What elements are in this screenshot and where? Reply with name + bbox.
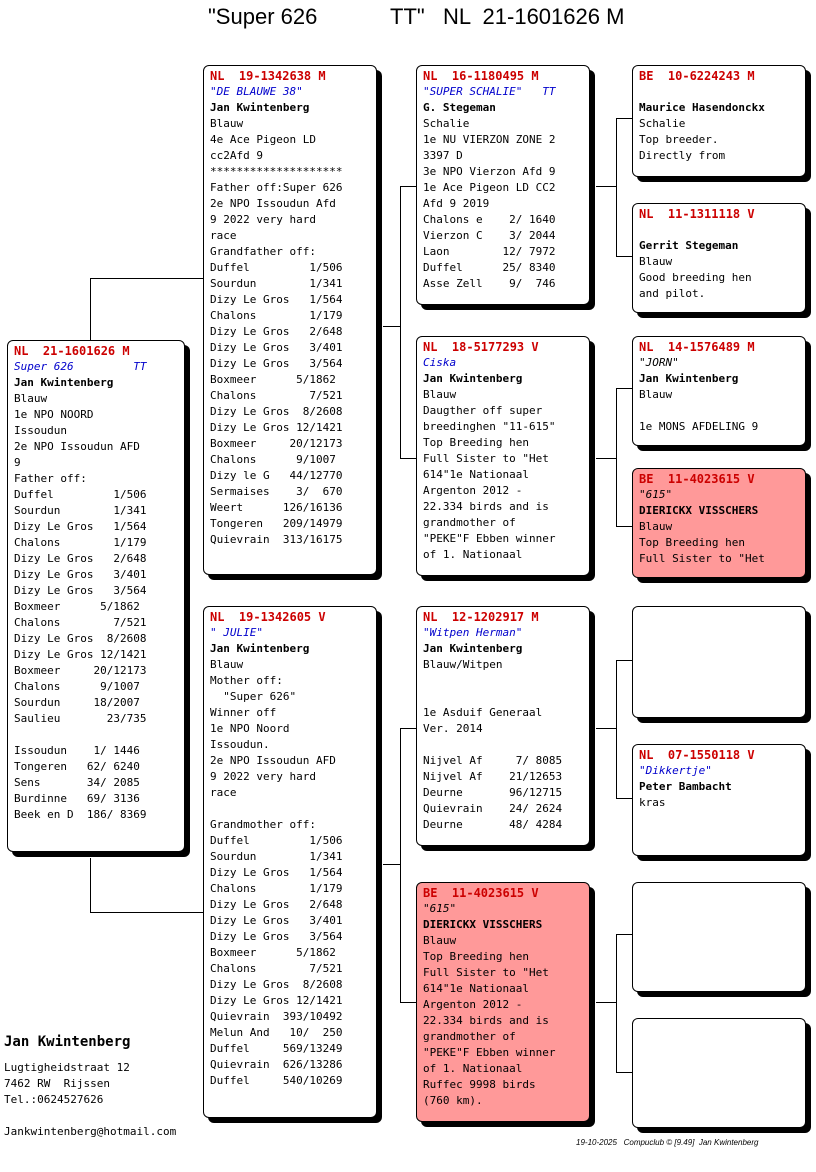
info-line: Issoudun. <box>210 738 270 751</box>
info-line: Burdinne 69/ 3136 <box>14 792 140 805</box>
info-line: Blauw <box>639 255 673 268</box>
info-line: Boxmeer 5/1862 <box>210 373 336 386</box>
info-line: Father off:Super 626 <box>210 181 343 194</box>
info-line: ******************** <box>210 165 343 178</box>
grandfather-maternal-card[interactable] <box>416 606 590 846</box>
ggp-ffm-card[interactable] <box>632 203 806 313</box>
info-line: 1e MONS AFDELING 9 <box>639 420 759 433</box>
info-line: Ruffec 9998 birds <box>423 1078 536 1091</box>
connector <box>596 186 616 187</box>
info-line: 22.334 birds and is <box>423 500 549 513</box>
info-line: Dizy Le Gros 2/648 <box>14 552 147 565</box>
owner-name: Maurice Hasendonckx <box>639 101 765 114</box>
info-line: Dizy Le Gros 12/1421 <box>14 648 147 661</box>
ggp-mff-card[interactable] <box>632 606 806 718</box>
info-line: "PEKE"F Ebben winner <box>423 1046 556 1059</box>
connector <box>616 118 632 119</box>
ring-number: NL 11-1311118 V <box>639 207 755 221</box>
ring-number: NL 16-1180495 M <box>423 69 539 83</box>
info-line: Sourdun 18/2007 <box>14 696 140 709</box>
pigeon-name: "DE BLAUWE 38" <box>210 85 303 98</box>
info-line: Nijvel Af 7/ 8085 <box>423 754 563 767</box>
info-line: Issoudun 1/ 1446 <box>14 744 140 757</box>
pigeon-name: "Dikkertje" <box>639 764 712 777</box>
info-line <box>423 673 583 689</box>
info-line: Boxmeer 20/12173 <box>210 437 343 450</box>
info-line: Grandmother off: <box>210 818 316 831</box>
title-ring: NL 21-1601626 M <box>443 4 625 29</box>
info-line: Deurne 48/ 4284 <box>423 818 563 831</box>
info-line: Weert 126/16136 <box>210 501 343 514</box>
info-line: 9 <box>14 456 21 469</box>
connector <box>596 728 616 729</box>
ring-number: BE 11-4023615 V <box>639 472 755 486</box>
info-line: 3397 D <box>423 149 463 162</box>
ggp-mfm-card[interactable] <box>632 744 806 856</box>
pigeon-name: Super 626 TT <box>14 360 147 373</box>
info-line: Boxmeer 5/1862 <box>14 600 140 613</box>
owner-name: Jan Kwintenberg <box>210 101 310 114</box>
info-line: Chalons 7/521 <box>210 389 343 402</box>
ring-number: NL 19-1342638 M <box>210 69 326 83</box>
info-line: Saulieu 23/735 <box>14 712 147 725</box>
owner-name: Jan Kwintenberg <box>423 372 523 385</box>
breeder-address-1: Lugtigheidstraat 12 <box>4 1061 130 1074</box>
info-line: Boxmeer 20/12173 <box>14 664 147 677</box>
info-line <box>14 727 178 743</box>
info-line: 22.334 birds and is <box>423 1014 549 1027</box>
pigeon-name: "JORN" <box>639 356 679 369</box>
info-line: Afd 9 2019 <box>423 197 490 210</box>
info-line: 614"1e Nationaal <box>423 468 529 481</box>
info-line: of 1. Nationaal <box>423 548 523 561</box>
print-date: 19-10-2025 <box>576 1138 617 1147</box>
info-line: Tongeren 62/ 6240 <box>14 760 140 773</box>
info-line: 1e NPO Noord <box>210 722 290 735</box>
connector <box>616 388 632 389</box>
info-line: Deurne 96/12715 <box>423 786 563 799</box>
mother-card[interactable] <box>203 606 377 1118</box>
info-line: Mother off: <box>210 674 283 687</box>
info-line: Duffel 569/13249 <box>210 1042 343 1055</box>
title-name: "Super 626 <box>208 4 318 29</box>
pigeon-name: "Witpen Herman" <box>423 626 523 639</box>
info-line: Blauw/Witpen <box>423 658 503 671</box>
owner-name: G. Stegeman <box>423 101 496 114</box>
info-line: Quievrain 24/ 2624 <box>423 802 563 815</box>
connector <box>616 1072 632 1073</box>
connector <box>400 728 416 729</box>
info-line: Chalons 1/179 <box>210 309 343 322</box>
info-line: 1e NU VIERZON ZONE 2 <box>423 133 556 146</box>
info-line: Blauw <box>210 658 244 671</box>
info-line: Dizy Le Gros 3/401 <box>14 568 147 581</box>
info-line: 4e Ace Pigeon LD <box>210 133 316 146</box>
info-line: Argenton 2012 - <box>423 998 523 1011</box>
info-line: 1e NPO NOORD <box>14 408 94 421</box>
info-line: "Super 626" <box>210 690 297 703</box>
spacer <box>639 222 799 238</box>
connector <box>383 864 401 865</box>
ggp-mmf-card[interactable] <box>632 882 806 992</box>
info-line: Directly from <box>639 149 726 162</box>
connector <box>616 934 632 935</box>
info-line: Winner off <box>210 706 277 719</box>
owner-name: Gerrit Stegeman <box>639 239 739 252</box>
info-line: race <box>210 229 237 242</box>
info-line: 2e NPO Issoudun AFD <box>14 440 140 453</box>
info-line: Dizy Le Gros 8/2608 <box>14 632 147 645</box>
info-line: 1e Ace Pigeon LD CC2 <box>423 181 556 194</box>
info-line: kras <box>639 796 666 809</box>
info-line: Dizy Le Gros 3/401 <box>210 914 343 927</box>
info-line: Chalons 7/521 <box>14 616 147 629</box>
info-line: Top breeder. <box>639 133 719 146</box>
ring-number: BE 10-6224243 M <box>639 69 755 83</box>
software-credit: Compuclub © [9.49] Jan Kwintenberg <box>623 1138 759 1147</box>
info-line: 3e NPO Vierzon Afd 9 <box>423 165 556 178</box>
info-line: Tongeren 209/14979 <box>210 517 343 530</box>
info-line: Dizy Le Gros 3/564 <box>14 584 147 597</box>
info-line: Asse Zell 9/ 746 <box>423 277 556 290</box>
ggp-fmm-card[interactable] <box>632 468 806 578</box>
ring-number: NL 14-1576489 M <box>639 340 755 354</box>
connector <box>90 278 91 340</box>
owner-name: Peter Bambacht <box>639 780 732 793</box>
connector <box>596 458 616 459</box>
info-line: Good breeding hen <box>639 271 752 284</box>
info-line: Dizy le G 44/12770 <box>210 469 343 482</box>
owner-name: DIERICKX VISSCHERS <box>639 504 759 517</box>
info-line: Chalons 7/521 <box>210 962 343 975</box>
subject-card[interactable] <box>7 340 185 852</box>
connector <box>90 278 204 279</box>
breeder-name: Jan Kwintenberg <box>4 1034 131 1050</box>
title-code: TT" <box>390 4 425 29</box>
info-line: grandmother of <box>423 516 516 529</box>
spacer <box>639 84 799 100</box>
connector <box>400 458 416 459</box>
ring-number: NL 18-5177293 V <box>423 340 539 354</box>
ring-number: NL 21-1601626 M <box>14 344 130 358</box>
pigeon-name: "615" <box>639 488 673 501</box>
info-line: Daugther off super <box>423 404 543 417</box>
info-line: Chalons 9/1007 <box>210 453 336 466</box>
info-line: Dizy Le Gros 1/564 <box>210 866 343 879</box>
info-line: Blauw <box>423 934 457 947</box>
info-line: Chalons e 2/ 1640 <box>423 213 556 226</box>
info-line: 9 2022 very hard <box>210 770 316 783</box>
ring-number: NL 12-1202917 M <box>423 610 539 624</box>
info-line: Full Sister to "Het <box>639 552 765 565</box>
ggp-mmm-card[interactable] <box>632 1018 806 1128</box>
connector <box>596 1002 616 1003</box>
breeder-email[interactable]: Jankwintenberg@hotmail.com <box>4 1125 177 1138</box>
info-line: 1e Asduif Generaal <box>423 706 543 719</box>
info-line: Argenton 2012 - <box>423 484 523 497</box>
info-line: Blauw <box>423 388 457 401</box>
info-line: Sourdun 1/341 <box>210 277 343 290</box>
owner-name: Jan Kwintenberg <box>210 642 310 655</box>
info-line: Dizy Le Gros 8/2608 <box>210 978 343 991</box>
info-line: (760 km). <box>423 1094 483 1107</box>
info-line: Grandfather off: <box>210 245 316 258</box>
info-line: Schalie <box>639 117 686 130</box>
info-line: Father off: <box>14 472 87 485</box>
info-line: Full Sister to "Het <box>423 452 549 465</box>
info-line: Sens 34/ 2085 <box>14 776 140 789</box>
connector <box>616 660 617 798</box>
print-info <box>576 1138 758 1147</box>
info-line: Chalons 1/179 <box>210 882 343 895</box>
info-line: Dizy Le Gros 1/564 <box>210 293 343 306</box>
info-line: Top Breeding hen <box>423 436 529 449</box>
grandfather-paternal-card[interactable] <box>416 65 590 305</box>
info-line: Ver. 2014 <box>423 722 483 735</box>
breeder-address-2: 7462 RW Rijssen <box>4 1077 110 1090</box>
info-line: Quievrain 626/13286 <box>210 1058 343 1071</box>
info-line: Vierzon C 3/ 2044 <box>423 229 556 242</box>
pigeon-name: " JULIE" <box>210 626 263 639</box>
ring-number: BE 11-4023615 V <box>423 886 539 900</box>
info-line: 2e NPO Issoudun AFD <box>210 754 336 767</box>
info-line: Sermaises 3/ 670 <box>210 485 343 498</box>
info-line: Dizy Le Gros 3/401 <box>210 341 343 354</box>
info-line: Dizy Le Gros 3/564 <box>210 930 343 943</box>
info-line <box>639 403 799 419</box>
info-line: Sourdun 1/341 <box>210 850 343 863</box>
info-line: Duffel 1/506 <box>14 488 147 501</box>
info-line: of 1. Nationaal <box>423 1062 523 1075</box>
info-line: Dizy Le Gros 1/564 <box>14 520 147 533</box>
info-line: Top Breeding hen <box>639 536 745 549</box>
info-line: Boxmeer 5/1862 <box>210 946 336 959</box>
owner-name: DIERICKX VISSCHERS <box>423 918 543 931</box>
info-line: 614"1e Nationaal <box>423 982 529 995</box>
info-line: Full Sister to "Het <box>423 966 549 979</box>
info-line: Issoudun <box>14 424 67 437</box>
info-line: "PEKE"F Ebben winner <box>423 532 556 545</box>
pigeon-name: "615" <box>423 902 457 915</box>
info-line: Dizy Le Gros 12/1421 <box>210 421 343 434</box>
info-line: Chalons 9/1007 <box>14 680 140 693</box>
info-line: and pilot. <box>639 287 706 300</box>
connector <box>616 660 632 661</box>
info-line: Top Breeding hen <box>423 950 529 963</box>
breeder-phone: Tel.:0624527626 <box>4 1093 104 1106</box>
connector <box>616 934 617 1072</box>
info-line <box>423 689 583 705</box>
info-line: Blauw <box>639 388 673 401</box>
info-line: Blauw <box>210 117 244 130</box>
info-line: Blauw <box>14 392 48 405</box>
info-line: Dizy Le Gros 8/2608 <box>210 405 343 418</box>
grandmother-paternal-card[interactable] <box>416 336 590 576</box>
connector <box>383 326 401 327</box>
owner-name: Jan Kwintenberg <box>14 376 114 389</box>
info-line: Dizy Le Gros 2/648 <box>210 898 343 911</box>
info-line <box>423 737 583 753</box>
connector <box>616 256 632 257</box>
ggp-fff-card[interactable] <box>632 65 806 177</box>
info-line: race <box>210 786 237 799</box>
info-line: Beek en D 186/ 8369 <box>14 808 147 821</box>
owner-name: Jan Kwintenberg <box>639 372 739 385</box>
connector <box>400 186 416 187</box>
info-line: cc2Afd 9 <box>210 149 263 162</box>
ring-number: NL 07-1550118 V <box>639 748 755 762</box>
info-line: Blauw <box>639 520 673 533</box>
connector <box>616 798 632 799</box>
connector <box>616 388 617 526</box>
info-line: Duffel 1/506 <box>210 261 343 274</box>
info-line <box>210 801 370 817</box>
info-line: Chalons 1/179 <box>14 536 147 549</box>
connector <box>400 728 401 1002</box>
info-line: Dizy Le Gros 3/564 <box>210 357 343 370</box>
info-line: grandmother of <box>423 1030 516 1043</box>
connector <box>400 1002 416 1003</box>
info-line: 9 2022 very hard <box>210 213 316 226</box>
info-line: Duffel 1/506 <box>210 834 343 847</box>
info-line: Schalie <box>423 117 470 130</box>
info-line: Quievrain 393/10492 <box>210 1010 343 1023</box>
info-line: Dizy Le Gros 2/648 <box>210 325 343 338</box>
info-line: Laon 12/ 7972 <box>423 245 556 258</box>
owner-name: Jan Kwintenberg <box>423 642 523 655</box>
connector <box>400 186 401 458</box>
grandmother-maternal-card[interactable] <box>416 882 590 1122</box>
pigeon-name: "SUPER SCHALIE" TT <box>423 85 556 98</box>
info-line: breedinghen "11-615" <box>423 420 556 433</box>
ring-number: NL 19-1342605 V <box>210 610 326 624</box>
info-line: Duffel 540/10269 <box>210 1074 343 1087</box>
info-line: Nijvel Af 21/12653 <box>423 770 563 783</box>
info-line: Sourdun 1/341 <box>14 504 147 517</box>
pigeon-name: Ciska <box>423 356 457 369</box>
info-line: Dizy Le Gros 12/1421 <box>210 994 343 1007</box>
info-line: Quievrain 313/16175 <box>210 533 343 546</box>
father-card[interactable] <box>203 65 377 575</box>
info-line: 2e NPO Issoudun Afd <box>210 197 336 210</box>
connector <box>90 858 91 912</box>
connector <box>616 526 632 527</box>
info-line: Duffel 25/ 8340 <box>423 261 556 274</box>
ggp-fmf-card[interactable] <box>632 336 806 446</box>
info-line: Melun And 10/ 250 <box>210 1026 343 1039</box>
connector <box>616 118 617 256</box>
connector <box>90 912 204 913</box>
